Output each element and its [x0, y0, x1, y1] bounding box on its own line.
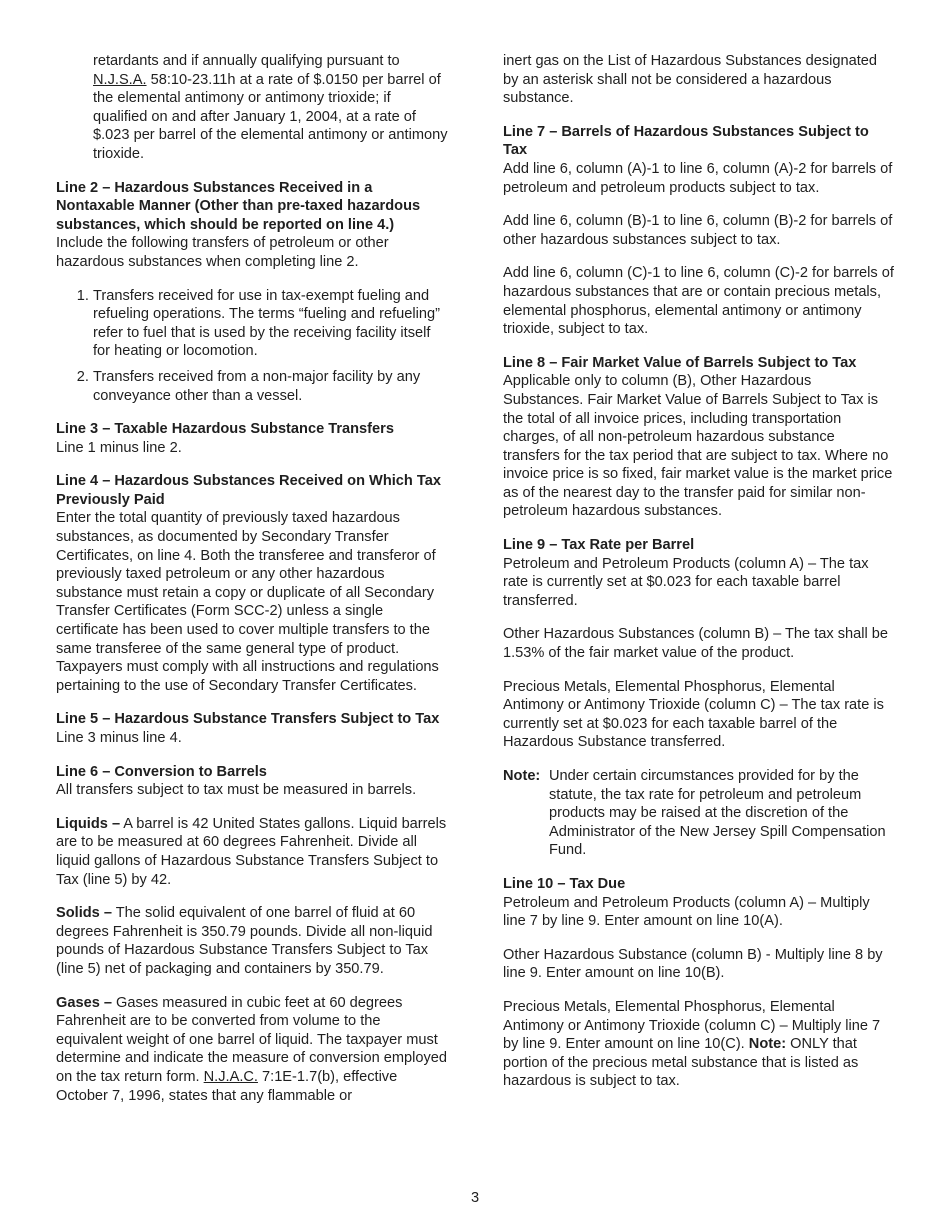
line6-body: All transfers subject to tax must be measured in barrels. — [56, 782, 417, 799]
liquids-paragraph: Liquids – A barrel is 42 United States gallons. Liquid barrels are to be measured at 60 degrees Fahrenheit. Divide all liquid gallons of Hazardous Substance Transfers Subject to Tax (line 5) by 42. — [56, 815, 447, 888]
line4-heading: Line 4 – Hazardous Substances Received on Which Tax Previously Paid — [56, 473, 441, 508]
inline-note-label: Note: — [748, 1036, 787, 1053]
page-number: 3 — [470, 1190, 480, 1206]
line10-heading: Line 10 – Tax Due — [503, 875, 626, 892]
note-block — [503, 767, 895, 860]
list-item: 1. Transfers received for use in tax-exempt fueling and refueling operations. The terms “fueling and refueling” refer to fuel that is used by the receiving facility itself for heating or locomotion. — [93, 287, 448, 361]
line3-body: Line 1 minus line 2. — [56, 439, 182, 456]
line7-heading: Line 7 – Barrels of Hazardous Substances Subject to Tax — [503, 123, 869, 159]
line2-body: Include the following transfers of petroleum or other hazardous substances when completing line 2. — [56, 235, 389, 270]
line5-body: Line 3 minus line 4. — [56, 730, 182, 746]
left-column — [56, 52, 448, 1120]
line9-heading: Line 9 – Tax Rate per Barrel — [503, 537, 695, 554]
right-column — [503, 52, 895, 1106]
line8-heading: Line 8 – Fair Market Value of Barrels Subject to Tax — [503, 354, 857, 371]
line3-section — [56, 420, 448, 457]
list-item: 2. Transfers received from a non-major facility by any conveyance other than a vessel. — [93, 368, 448, 405]
njac-reference: N.J.A.C. — [203, 1068, 258, 1085]
liquids-label: Liquids – — [56, 815, 121, 832]
line6-section — [56, 763, 448, 800]
line3-heading: Line 3 – Taxable Hazardous Substance Transfers — [56, 421, 394, 438]
gases-paragraph: Gases – Gases measured in cubic feet at 60 degrees Fahrenheit are to be converted from volume to the equivalent weight of one barrel of liquid. The taxpayer must determine and indicate the measure of conversion employed on the tax return form. N.J.A.C. 7:1E-1.7(b), effective October 7, 1996, states that any flammable or — [56, 994, 448, 1104]
line5-section — [56, 710, 448, 747]
note-body: Under certain circumstances provided for by the statute, the tax rate for petroleum and petroleum products may be raised at the discretion of the Administrator of the New Jersey Spill Compensation Fund. — [549, 768, 886, 859]
gases-label: Gases – — [56, 994, 112, 1011]
line6-heading: Line 6 – Conversion to Barrels — [56, 763, 267, 780]
line9-section: Line 9 – Tax Rate per Barrel Petroleum and Petroleum Products (column A) – The tax rate is currently set at $0.023 for each taxable barrel transferred. Other Hazardous Substances (column B) – The tax shall be 1.53% of the fair market value of the product. Precious Metals, Elemental Phosphorus, Elemental Antimony or Antimony Trioxide (column C) – The tax rate is currently set at $0.023 for each taxable barrel of the Hazardous Substance transferred. — [503, 536, 895, 752]
gases-continuation: inert gas on the List of Hazardous Substances designated by an asterisk shall not be considered a hazardous substance. — [503, 53, 878, 107]
solids-label: Solids – — [56, 905, 112, 922]
line8-section: Line 8 – Fair Market Value of Barrels Subject to Tax Applicable only to column (B), Other Hazardous Substances. Fair Market Value of Barrels Subject to Tax is the total of all invoice prices, including transportation charges, of all non-petroleum hazardous substance transfers for the tax period that are subject to tax. Where no invoice price is so fixed, fair market value is the market price as of the nearest day to the transfer paid for similar non-petroleum hazardous substances. — [503, 354, 895, 521]
line4-body: Enter the total quantity of previously taxed hazardous substances, as documented by Secondary Transfer Certificates, on line 4. Both the transferee and transferor of previously taxed petroleum or any other hazardous substance must retain a copy or duplicate of all Secondary Transfer Certificates (Form SCC-2) unless a single certificate has been used to cover multiple transfers to the same transferee of the same general type of product. Taxpayers must comply with all instructions and regulations pertaining to the use of Secondary Transfer Certificates. — [56, 510, 439, 694]
line1-continuation: retardants and if annually qualifying pursuant to N.J.S.A. 58:10-23.11h at a rate of $.0150 per barrel of the elemental antimony or antimony trioxide; if qualified on and after January 1, 2004, at a rate of $.023 per barrel of the elemental antimony or antimony trioxide. — [93, 53, 448, 162]
line7-section: Line 7 – Barrels of Hazardous Substances Subject to Tax Add line 6, column (A)-1 to line 6, column (A)-2 for barrels of petroleum and petroleum products subject to tax. Add line 6, column (B)-1 to line 6, column (B)-2 for barrels of other hazardous substances subject to tax. Add line 6, column (C)-1 to line 6, column (C)-2 for barrels of hazardous substances that are or contain precious metals, elemental phosphorus, elemental antimony or antimony trioxide, subject to tax. — [503, 123, 894, 338]
line2-list — [56, 287, 448, 406]
line5-heading: Line 5 – Hazardous Substance Transfers Subject to Tax — [56, 711, 440, 728]
line2-section — [56, 179, 448, 406]
note-label: Note: — [503, 768, 541, 784]
line10-section: Line 10 – Tax Due Petroleum and Petroleum Products (column A) – Multiply line 7 by line 9. Enter amount on line 10(A). Other Hazardous Substance (column B) - Multiply line 8 by line 9. Enter amount on line 10(B). Precious Metals, Elemental Phosphorus, Elemental Antimony or Antimony Trioxide (column C) – Multiply line 7 by line 9. Enter amount on line 10(C). Note: ONLY that portion of the precious metal substance that is listed as hazardous is subject to tax. — [503, 875, 895, 1091]
njsa-reference: N.J.S.A. — [93, 71, 147, 88]
line2-heading: Line 2 – Hazardous Substances Received in a Nontaxable Manner (Other than pre-taxed hazardous substances, which should be reported on line 4.) — [56, 179, 421, 233]
line4-section — [56, 472, 448, 695]
solids-paragraph: Solids – The solid equivalent of one barrel of fluid at 60 degrees Fahrenheit is 350.79 pounds. Divide all non-liquid pounds of Hazardous Substance Transfers Subject to Tax (line 5) net of packaging and containers by 350.79. — [56, 905, 433, 977]
